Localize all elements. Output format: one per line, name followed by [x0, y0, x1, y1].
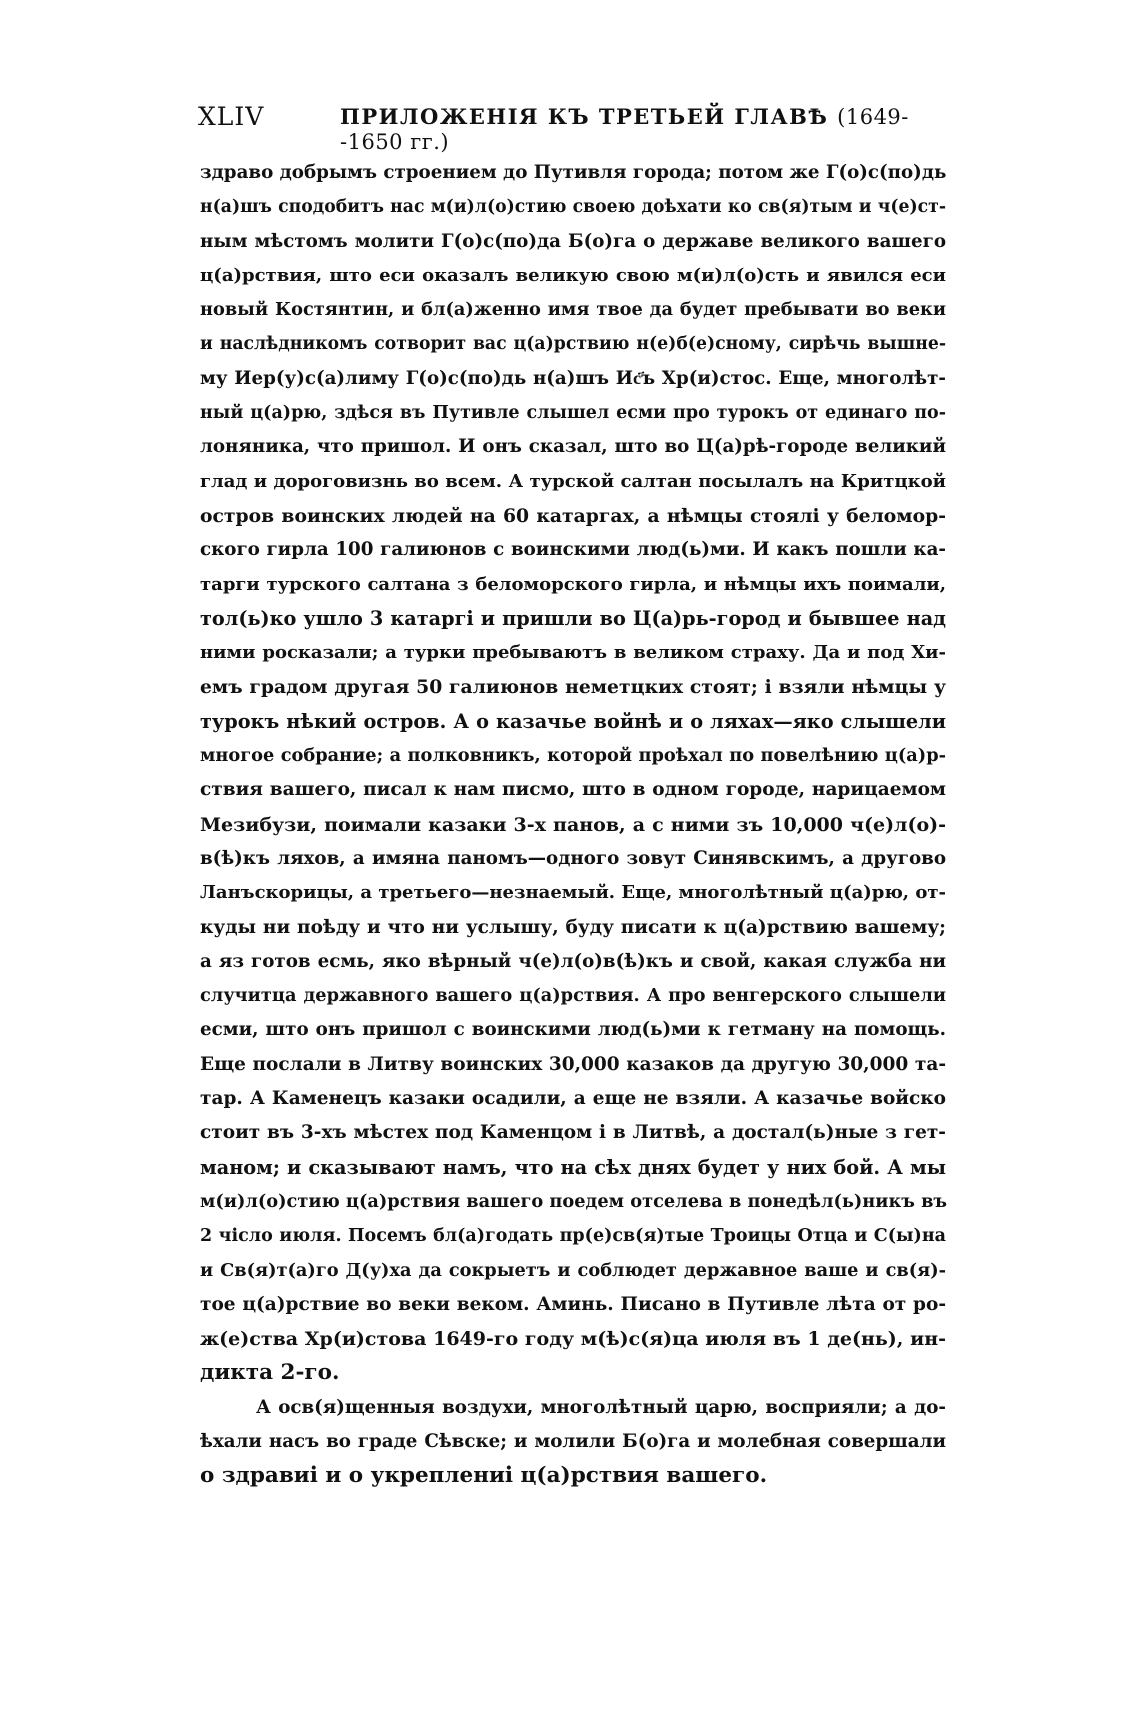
text-line: Еще послали в Литву воинских 30,000 казаков да другую 30,000 та- — [200, 1053, 946, 1075]
text-line: маном; и сказывают намъ, что на сѣх днях будет у них бой. А мы — [200, 1155, 946, 1179]
text-line: остров воинских людей на 60 катаргах, а нѣмцы стоялі у беломор- — [200, 504, 946, 527]
text-line: куды ни поѣду и что ни услышу, буду писати к ц(а)рствию вашему; — [200, 916, 946, 938]
text-line: Ланъскорицы, а третьего—незнаемый. Еще, многолѣтный ц(а)рю, от- — [200, 882, 946, 904]
text-line: в(ѣ)къ ляхов, а имяна паномъ—одного зовут Синявскимъ, а другово — [200, 847, 946, 869]
text-line: новый Костянтин, и бл(а)женно имя твое да будет пребывати во веки — [200, 299, 946, 321]
text-line: ствия вашего, писал к нам писмо, што в одном городе, нарицаемом — [200, 779, 946, 801]
text-line: и наслѣдникомъ сотворит вас ц(а)рствию н(е)б(е)сному, сирѣчь вышне- — [200, 334, 946, 355]
running-title — [340, 104, 946, 154]
text-line: о здравиі и о укреплениі ц(а)рствия вашего. — [200, 1463, 768, 1489]
text-line: ского гирла 100 галиюнов с воинскими люд(ь)ми. И какъ пошли ка- — [200, 539, 946, 561]
text-line: есми, што онъ пришол с воинскими люд(ь)ми к гетману на помощь. — [200, 1019, 946, 1041]
text-line: ц(а)рствия, што еси оказалъ великую свою м(и)л(о)сть и явился еси — [200, 264, 946, 286]
text-line: 2 чісло июля. Посемъ бл(а)годать пр(е)св(я)тые Троицы Отца и С(ы)на — [200, 1226, 946, 1247]
text-line: глад и дороговизнь во всем. А турской салтан посылалъ на Критцкой — [200, 470, 946, 492]
text-line: стоит въ 3-хъ мѣстех под Каменцом і в Литвѣ, а достал(ь)ные з гет- — [200, 1122, 946, 1144]
postscript-paragraph — [200, 1391, 946, 1494]
running-title-years: (1649--1650 гг.) — [340, 105, 909, 154]
running-title-text: ПРИЛОЖЕНІЯ КЪ ТРЕТЬЕЙ ГЛАВѢ — [340, 104, 829, 129]
text-line: ным мѣстомъ молити Г(о)с(по)да Б(о)га о державе великого вашего — [200, 230, 946, 252]
text-line: ный ц(а)рю, здѣся въ Путивле слышел есми про турокъ от единаго по- — [200, 403, 946, 424]
page-header — [198, 102, 946, 154]
text-line: Мезибузи, поимали казаки 3-х панов, а с ними зъ 10,000 ч(е)л(о)- — [200, 813, 946, 836]
body-text — [200, 156, 946, 1494]
page-number: XLIV — [198, 102, 265, 131]
text-line: турокъ нѣкий остров. А о казачье войнѣ и о ляхах—яко слышели — [200, 709, 946, 733]
text-line: случитца державного вашего ц(а)рствия. А про венгерского слышели — [200, 985, 946, 1007]
text-line: дикта 2-го. — [200, 1360, 340, 1386]
text-line: тое ц(а)рствие во веки веком. Аминь. Писано в Путивле лѣта от ро- — [200, 1293, 946, 1315]
text-line: А осв(я)щенныя воздухи, многолѣтный царю, восприяли; а до- — [256, 1396, 946, 1418]
text-line: ними росказали; а турки пребываютъ в великом страху. Да и под Хи- — [200, 642, 946, 664]
text-line: тол(ь)ко ушло 3 катаргі и пришли во Ц(а)рь-город и бывшее над — [200, 606, 946, 630]
text-line: тар. А Каменецъ казаки осадили, а еще не взяли. А казачье войско — [200, 1088, 946, 1110]
text-line: а яз готов есмь, яко вѣрный ч(е)л(о)в(ѣ)къ и свой, какая служба ни — [200, 950, 946, 972]
letter-paragraph — [200, 156, 946, 1391]
text-line: и Св(я)т(а)го Д(у)ха да сокрыетъ и соблюдет державное ваше и св(я)- — [200, 1259, 946, 1281]
text-line: м(и)л(о)стию ц(а)рствия вашего поедем отселева в понедѣл(ь)никъ въ — [200, 1190, 948, 1212]
text-line: лоняника, что пришол. И онъ сказал, што во Ц(а)рѣ-городе великий — [200, 436, 946, 458]
text-line: ж(е)ства Хр(и)стова 1649-го году м(ѣ)с(я)ца июля въ 1 де(нь), ин- — [200, 1328, 946, 1351]
text-line: тарги турского салтана з беломорского гирла, и нѣмцы ихъ поимали, — [200, 573, 946, 595]
text-line: здраво добрымъ строением до Путивля города; потом же Г(о)с(по)дь — [200, 162, 947, 183]
text-line: многое собрание; а полковникъ, которой проѣхал по повелѣнию ц(а)р- — [200, 745, 946, 767]
text-line: ѣхали насъ во граде Сѣвске; и молили Б(о)га и молебная совершали — [200, 1430, 946, 1452]
text-line: емъ градом другая 50 галиюнов неметцких стоят; і взяли нѣмцы у — [200, 676, 946, 699]
text-line: н(а)шъ сподобитъ нас м(и)л(о)стию своею доѣхати ко св(я)тым и ч(е)ст- — [200, 197, 946, 218]
text-line: му Иер(у)с(а)лиму Г(о)с(по)дь н(а)шъ Ис҃ъ Хр(и)стос. Еще, многолѣт- — [200, 367, 946, 389]
